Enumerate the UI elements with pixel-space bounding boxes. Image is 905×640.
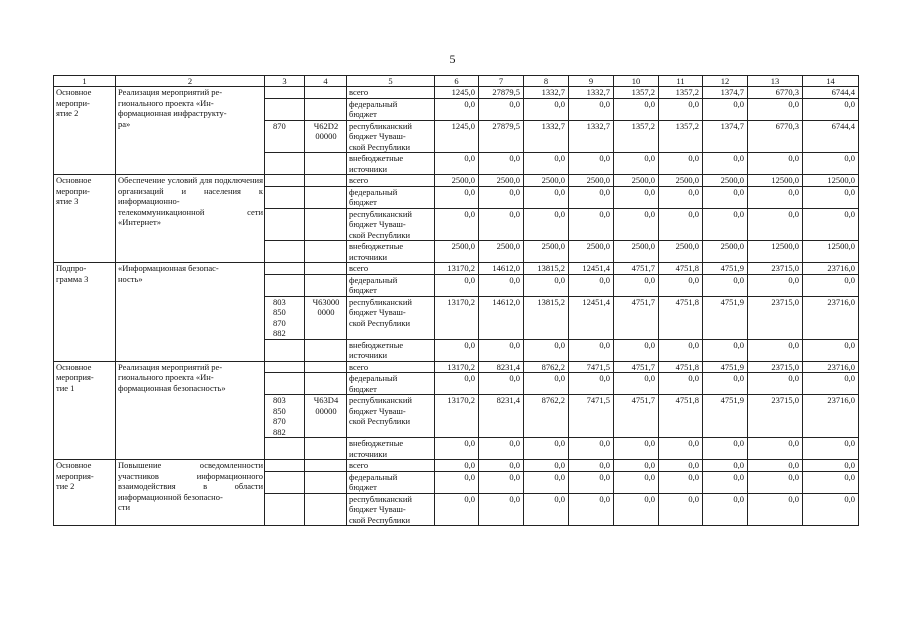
amount-cell: 0,0: [703, 493, 748, 526]
amount-cell: 13815,2: [524, 263, 569, 275]
amount-cell: 0,0: [748, 493, 803, 526]
amount-cell: 0,0: [614, 373, 659, 395]
budget-code-cell: [305, 263, 347, 275]
amount-cell: 4751,8: [659, 296, 703, 339]
amount-cell: 0,0: [524, 339, 569, 361]
amount-cell: 6744,4: [803, 120, 859, 153]
budget-code-cell: [305, 373, 347, 395]
amount-cell: 0,0: [748, 460, 803, 472]
amount-cell: 0,0: [569, 471, 614, 493]
grbs-code-cell: [265, 339, 305, 361]
amount-cell: 0,0: [659, 438, 703, 460]
amount-cell: 4751,8: [659, 361, 703, 373]
amount-cell: 4751,7: [614, 263, 659, 275]
amount-cell: 0,0: [703, 98, 748, 120]
page-number: 5: [449, 52, 456, 66]
budget-code-cell: [305, 153, 347, 175]
amount-cell: 0,0: [703, 274, 748, 296]
grbs-code-cell: [265, 186, 305, 208]
program-cell: Подпро- грамма 3: [54, 263, 116, 362]
column-number-header: 9: [569, 76, 614, 87]
column-number-header: 5: [347, 76, 435, 87]
title-cell: Реализация мероприятий ре- гионального проекта «Ин- формационная безопасность»: [116, 361, 265, 460]
amount-cell: 0,0: [803, 274, 859, 296]
amount-cell: 0,0: [703, 208, 748, 241]
grbs-code-cell: [265, 361, 305, 373]
amount-cell: 0,0: [479, 153, 524, 175]
budget-code-cell: [305, 175, 347, 187]
amount-cell: 0,0: [524, 274, 569, 296]
amount-cell: 0,0: [659, 471, 703, 493]
source-cell: федеральный бюджет: [347, 471, 435, 493]
source-cell: всего: [347, 87, 435, 99]
program-cell: Основное мероприя- тие 1: [54, 361, 116, 460]
amount-cell: 0,0: [435, 339, 479, 361]
amount-cell: 23716,0: [803, 361, 859, 373]
program-cell: Основное меропри- ятие 2: [54, 87, 116, 175]
title-cell: Реализация мероприятий ре- гионального проекта «Ин- формационная инфраструкту- ра»: [116, 87, 265, 175]
amount-cell: 0,0: [479, 373, 524, 395]
column-number-header: 11: [659, 76, 703, 87]
source-cell: внебюджетные источники: [347, 339, 435, 361]
amount-cell: 0,0: [524, 438, 569, 460]
amount-cell: 4751,8: [659, 263, 703, 275]
amount-cell: 1332,7: [524, 120, 569, 153]
amount-cell: 0,0: [435, 493, 479, 526]
budget-code-cell: [305, 339, 347, 361]
amount-cell: 8762,2: [524, 395, 569, 438]
grbs-code-cell: 803 850 870 882: [265, 395, 305, 438]
amount-cell: 0,0: [803, 153, 859, 175]
amount-cell: 0,0: [435, 438, 479, 460]
amount-cell: 2500,0: [479, 241, 524, 263]
budget-code-cell: [305, 208, 347, 241]
title-cell: «Информационная безопас- ность»: [116, 263, 265, 362]
amount-cell: 0,0: [435, 373, 479, 395]
amount-cell: 2500,0: [614, 241, 659, 263]
amount-cell: 27879,5: [479, 120, 524, 153]
amount-cell: 0,0: [659, 373, 703, 395]
amount-cell: 0,0: [569, 493, 614, 526]
header-row: [54, 76, 859, 87]
amount-cell: 0,0: [614, 493, 659, 526]
amount-cell: 0,0: [748, 274, 803, 296]
source-cell: республиканский бюджет Чуваш- ской Республики: [347, 120, 435, 153]
amount-cell: 0,0: [435, 460, 479, 472]
amount-cell: 12451,4: [569, 263, 614, 275]
grbs-code-cell: [265, 98, 305, 120]
grbs-code-cell: [265, 87, 305, 99]
amount-cell: 0,0: [569, 186, 614, 208]
amount-cell: 13170,2: [435, 263, 479, 275]
budget-code-cell: [305, 471, 347, 493]
amount-cell: 1245,0: [435, 120, 479, 153]
budget-code-cell: [305, 361, 347, 373]
amount-cell: 2500,0: [659, 175, 703, 187]
budget-code-cell: [305, 241, 347, 263]
amount-cell: 12500,0: [748, 241, 803, 263]
amount-cell: 1332,7: [569, 120, 614, 153]
amount-cell: 0,0: [569, 274, 614, 296]
grbs-code-cell: [265, 208, 305, 241]
amount-cell: 0,0: [435, 153, 479, 175]
amount-cell: 0,0: [803, 339, 859, 361]
amount-cell: 0,0: [748, 373, 803, 395]
source-cell: всего: [347, 460, 435, 472]
column-number-header: 4: [305, 76, 347, 87]
amount-cell: 13170,2: [435, 361, 479, 373]
amount-cell: 1357,2: [614, 120, 659, 153]
source-cell: республиканский бюджет Чуваш- ской Республики: [347, 493, 435, 526]
source-cell: республиканский бюджет Чуваш- ской Республики: [347, 208, 435, 241]
amount-cell: 0,0: [614, 460, 659, 472]
source-cell: внебюджетные источники: [347, 153, 435, 175]
amount-cell: 0,0: [803, 186, 859, 208]
amount-cell: 0,0: [803, 438, 859, 460]
amount-cell: 7471,5: [569, 395, 614, 438]
amount-cell: 0,0: [524, 208, 569, 241]
amount-cell: 0,0: [748, 153, 803, 175]
column-number-header: 10: [614, 76, 659, 87]
amount-cell: 0,0: [435, 208, 479, 241]
amount-cell: 0,0: [569, 438, 614, 460]
amount-cell: 0,0: [748, 438, 803, 460]
grbs-code-cell: [265, 175, 305, 187]
table-row: [54, 460, 859, 472]
amount-cell: 14612,0: [479, 263, 524, 275]
amount-cell: 7471,5: [569, 361, 614, 373]
title-cell: Повышение осведомленности участников информационного взаимодействия в области информационной безопасно- сти: [116, 460, 265, 526]
source-cell: федеральный бюджет: [347, 274, 435, 296]
amount-cell: 0,0: [803, 471, 859, 493]
amount-cell: 4751,9: [703, 263, 748, 275]
amount-cell: 14612,0: [479, 296, 524, 339]
amount-cell: 0,0: [703, 339, 748, 361]
amount-cell: 1374,7: [703, 87, 748, 99]
amount-cell: 12451,4: [569, 296, 614, 339]
grbs-code-cell: [265, 471, 305, 493]
table-row: [54, 87, 859, 99]
amount-cell: 0,0: [614, 153, 659, 175]
amount-cell: 0,0: [479, 208, 524, 241]
amount-cell: 1332,7: [524, 87, 569, 99]
amount-cell: 23716,0: [803, 296, 859, 339]
amount-cell: 0,0: [569, 208, 614, 241]
amount-cell: 0,0: [479, 460, 524, 472]
amount-cell: 0,0: [569, 373, 614, 395]
amount-cell: 0,0: [703, 460, 748, 472]
amount-cell: 23715,0: [748, 296, 803, 339]
amount-cell: 0,0: [479, 438, 524, 460]
table-body: [54, 76, 859, 526]
program-cell: Основное мероприя- тие 2: [54, 460, 116, 526]
source-cell: федеральный бюджет: [347, 373, 435, 395]
amount-cell: 1357,2: [614, 87, 659, 99]
amount-cell: 4751,9: [703, 296, 748, 339]
amount-cell: 0,0: [659, 339, 703, 361]
amount-cell: 4751,9: [703, 395, 748, 438]
amount-cell: 13815,2: [524, 296, 569, 339]
amount-cell: 0,0: [614, 471, 659, 493]
source-cell: республиканский бюджет Чуваш- ской Республики: [347, 395, 435, 438]
amount-cell: 4751,8: [659, 395, 703, 438]
amount-cell: 2500,0: [524, 175, 569, 187]
amount-cell: 0,0: [614, 274, 659, 296]
amount-cell: 4751,9: [703, 361, 748, 373]
amount-cell: 0,0: [803, 208, 859, 241]
amount-cell: 0,0: [703, 153, 748, 175]
amount-cell: 12500,0: [748, 175, 803, 187]
column-number-header: 14: [803, 76, 859, 87]
amount-cell: 4751,7: [614, 361, 659, 373]
source-cell: всего: [347, 263, 435, 275]
amount-cell: 0,0: [659, 153, 703, 175]
amount-cell: 2500,0: [659, 241, 703, 263]
amount-cell: 8231,4: [479, 395, 524, 438]
amount-cell: 27879,5: [479, 87, 524, 99]
amount-cell: 2500,0: [569, 241, 614, 263]
amount-cell: 6770,3: [748, 120, 803, 153]
amount-cell: 0,0: [803, 493, 859, 526]
amount-cell: 0,0: [479, 493, 524, 526]
amount-cell: 0,0: [479, 98, 524, 120]
amount-cell: 0,0: [524, 460, 569, 472]
amount-cell: 0,0: [524, 471, 569, 493]
amount-cell: 0,0: [803, 98, 859, 120]
amount-cell: 2500,0: [435, 175, 479, 187]
amount-cell: 0,0: [748, 98, 803, 120]
amount-cell: 23715,0: [748, 361, 803, 373]
amount-cell: 1357,2: [659, 87, 703, 99]
amount-cell: 0,0: [703, 186, 748, 208]
amount-cell: 0,0: [435, 186, 479, 208]
table-row: [54, 175, 859, 187]
amount-cell: 4751,7: [614, 395, 659, 438]
grbs-code-cell: [265, 153, 305, 175]
grbs-code-cell: [265, 438, 305, 460]
amount-cell: 2500,0: [703, 175, 748, 187]
amount-cell: 0,0: [435, 98, 479, 120]
amount-cell: 0,0: [524, 186, 569, 208]
grbs-code-cell: 870: [265, 120, 305, 153]
amount-cell: 0,0: [703, 471, 748, 493]
amount-cell: 0,0: [703, 373, 748, 395]
table-row: [54, 263, 859, 275]
grbs-code-cell: [265, 460, 305, 472]
column-number-header: 6: [435, 76, 479, 87]
amount-cell: 0,0: [659, 98, 703, 120]
amount-cell: 2500,0: [703, 241, 748, 263]
title-cell: Обеспечение условий для подключения организаций и населения к информационно-телекоммуникационной сети «Интернет»: [116, 175, 265, 263]
amount-cell: 0,0: [748, 208, 803, 241]
amount-cell: 0,0: [524, 373, 569, 395]
budget-code-cell: Ч63D4 00000: [305, 395, 347, 438]
amount-cell: 0,0: [659, 460, 703, 472]
amount-cell: 0,0: [614, 98, 659, 120]
amount-cell: 0,0: [703, 438, 748, 460]
budget-code-cell: [305, 493, 347, 526]
amount-cell: 0,0: [659, 186, 703, 208]
grbs-code-cell: [265, 373, 305, 395]
amount-cell: 0,0: [659, 493, 703, 526]
amount-cell: 2500,0: [614, 175, 659, 187]
grbs-code-cell: [265, 241, 305, 263]
grbs-code-cell: [265, 263, 305, 275]
amount-cell: 0,0: [569, 339, 614, 361]
column-number-header: 1: [54, 76, 116, 87]
source-cell: всего: [347, 175, 435, 187]
budget-code-cell: Ч63000 0000: [305, 296, 347, 339]
amount-cell: 23715,0: [748, 263, 803, 275]
amount-cell: 0,0: [479, 274, 524, 296]
column-number-header: 13: [748, 76, 803, 87]
budget-code-cell: [305, 186, 347, 208]
grbs-code-cell: [265, 274, 305, 296]
column-number-header: 8: [524, 76, 569, 87]
amount-cell: 2500,0: [524, 241, 569, 263]
amount-cell: 23716,0: [803, 395, 859, 438]
amount-cell: 0,0: [614, 339, 659, 361]
amount-cell: 0,0: [614, 208, 659, 241]
column-number-header: 3: [265, 76, 305, 87]
amount-cell: 0,0: [435, 471, 479, 493]
program-cell: Основное меропри- ятие 3: [54, 175, 116, 263]
source-cell: внебюджетные источники: [347, 241, 435, 263]
amount-cell: 0,0: [569, 460, 614, 472]
amount-cell: 1332,7: [569, 87, 614, 99]
source-cell: внебюджетные источники: [347, 438, 435, 460]
amount-cell: 8762,2: [524, 361, 569, 373]
amount-cell: 0,0: [479, 339, 524, 361]
grbs-code-cell: [265, 493, 305, 526]
amount-cell: 0,0: [524, 153, 569, 175]
budget-code-cell: [305, 460, 347, 472]
source-cell: всего: [347, 361, 435, 373]
source-cell: федеральный бюджет: [347, 98, 435, 120]
amount-cell: 6770,3: [748, 87, 803, 99]
column-number-header: 7: [479, 76, 524, 87]
amount-cell: 12500,0: [803, 241, 859, 263]
amount-cell: 23716,0: [803, 263, 859, 275]
amount-cell: 0,0: [748, 471, 803, 493]
amount-cell: 1357,2: [659, 120, 703, 153]
amount-cell: 0,0: [659, 274, 703, 296]
amount-cell: 0,0: [524, 493, 569, 526]
source-cell: республиканский бюджет Чуваш- ской Республики: [347, 296, 435, 339]
table-row: [54, 361, 859, 373]
amount-cell: 1374,7: [703, 120, 748, 153]
budget-code-cell: [305, 438, 347, 460]
amount-cell: 8231,4: [479, 361, 524, 373]
amount-cell: 13170,2: [435, 296, 479, 339]
budget-code-cell: Ч62D2 00000: [305, 120, 347, 153]
amount-cell: 0,0: [748, 186, 803, 208]
amount-cell: 0,0: [569, 153, 614, 175]
amount-cell: 13170,2: [435, 395, 479, 438]
amount-cell: 0,0: [659, 208, 703, 241]
amount-cell: 0,0: [479, 471, 524, 493]
amount-cell: 0,0: [614, 438, 659, 460]
amount-cell: 2500,0: [479, 175, 524, 187]
amount-cell: 0,0: [479, 186, 524, 208]
amount-cell: 1245,0: [435, 87, 479, 99]
amount-cell: 23715,0: [748, 395, 803, 438]
amount-cell: 0,0: [569, 98, 614, 120]
amount-cell: 0,0: [748, 339, 803, 361]
amount-cell: 0,0: [803, 460, 859, 472]
amount-cell: 4751,7: [614, 296, 659, 339]
amount-cell: 6744,4: [803, 87, 859, 99]
amount-cell: 12500,0: [803, 175, 859, 187]
budget-code-cell: [305, 274, 347, 296]
amount-cell: 0,0: [803, 373, 859, 395]
grbs-code-cell: 803 850 870 882: [265, 296, 305, 339]
budget-table: [53, 75, 859, 526]
budget-code-cell: [305, 87, 347, 99]
amount-cell: 0,0: [614, 186, 659, 208]
budget-code-cell: [305, 98, 347, 120]
amount-cell: 0,0: [435, 274, 479, 296]
source-cell: федеральный бюджет: [347, 186, 435, 208]
column-number-header: 2: [116, 76, 265, 87]
amount-cell: 2500,0: [435, 241, 479, 263]
amount-cell: 2500,0: [569, 175, 614, 187]
column-number-header: 12: [703, 76, 748, 87]
amount-cell: 0,0: [524, 98, 569, 120]
